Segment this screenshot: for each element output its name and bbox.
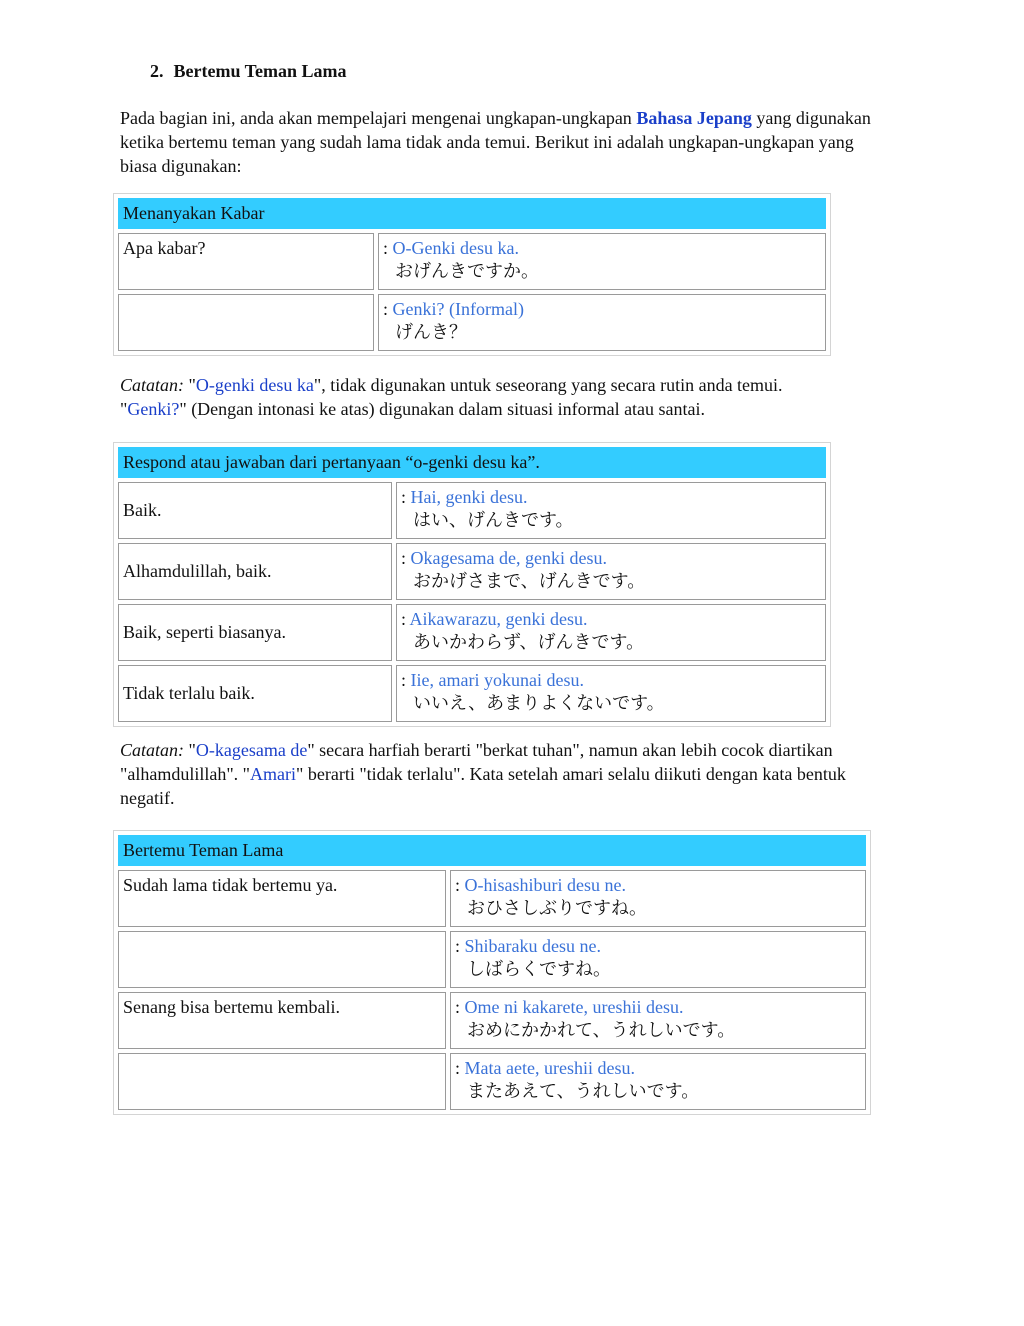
colon: : <box>401 609 410 629</box>
romaji-text: Ome ni kakarete, ureshii desu. <box>464 997 684 1017</box>
table-row <box>118 870 866 927</box>
indonesian-cell: Sudah lama tidak bertemu ya. <box>118 870 446 927</box>
japanese-cell <box>450 1053 866 1110</box>
colon: : <box>401 487 411 507</box>
colon: : <box>455 936 465 956</box>
japanese-cell <box>396 665 826 722</box>
kana-text: おひさしぶりですね。 <box>467 898 647 919</box>
table-row <box>118 931 866 988</box>
japanese-cell <box>378 294 826 351</box>
table-row <box>118 233 826 290</box>
colon: : <box>401 670 411 690</box>
table-respond <box>113 442 831 727</box>
intro-paragraph <box>120 106 880 178</box>
romaji-text: O-hisashiburi desu ne. <box>464 875 626 895</box>
kana-text: おめにかかれて、うれしいです。 <box>467 1020 736 1041</box>
table-header: Respond atau jawaban dari pertanyaan “o-genki desu ka”. <box>118 447 826 478</box>
bahasa-jepang-link[interactable]: Bahasa Jepang <box>636 108 752 128</box>
colon: : <box>455 997 465 1017</box>
romaji-text: Shibaraku desu ne. <box>464 936 601 956</box>
kana-text: しばらくですね。 <box>467 959 611 980</box>
table-row <box>118 992 866 1049</box>
term-o-kagesama: O-kagesama de <box>195 740 308 760</box>
indonesian-cell <box>118 931 446 988</box>
romaji-text: Hai, genki desu. <box>410 487 528 507</box>
quote: " <box>184 740 196 760</box>
note-text: " (Dengan intonasi ke atas) digunakan dalam situasi informal atau santai. <box>179 399 706 419</box>
term-genki: Genki? <box>127 399 180 419</box>
colon: : <box>401 548 411 568</box>
quote: " <box>184 375 196 395</box>
colon: : <box>455 875 465 895</box>
romaji-text: Okagesama de, genki desu. <box>410 548 607 568</box>
note-label: Catatan: <box>120 740 185 760</box>
kana-text: いいえ、あまりよくないです。 <box>413 693 665 714</box>
note-paragraph-2 <box>120 738 880 810</box>
kana-text: げんき？ <box>395 322 467 343</box>
kana-text: あいかわらず、げんきです。 <box>413 632 645 653</box>
indonesian-cell <box>118 294 374 351</box>
table-menanyakan-kabar <box>113 193 831 356</box>
romaji-text: Mata aete, ureshii desu. <box>464 1058 635 1078</box>
japanese-cell <box>450 992 866 1049</box>
japanese-cell <box>396 482 826 539</box>
indonesian-cell: Apa kabar? <box>118 233 374 290</box>
table-row <box>118 543 826 600</box>
japanese-cell <box>450 931 866 988</box>
section-number: 2. <box>150 61 164 81</box>
note-text: ", tidak digunakan untuk seseorang yang secara rutin anda temui. <box>313 375 783 395</box>
kana-text: おかげさまで、げんきです。 <box>413 571 646 592</box>
term-amari: Amari <box>250 764 297 784</box>
colon: : <box>383 299 393 319</box>
indonesian-cell: Baik, seperti biasanya. <box>118 604 392 661</box>
indonesian-cell <box>118 1053 446 1110</box>
table-row <box>118 1053 866 1110</box>
note-label: Catatan: <box>120 375 185 395</box>
japanese-cell <box>396 543 826 600</box>
note-paragraph-1 <box>120 373 880 421</box>
table-header: Bertemu Teman Lama <box>118 835 866 866</box>
table-bertemu-teman-lama <box>113 830 871 1115</box>
intro-text-2: yang digunakan ketika bertemu teman yang sudah lama tidak anda temui. Berikut ini adalah ungkapan-ungkapan yang biasa digunakan: <box>120 108 871 176</box>
romaji-text: Aikawarazu, genki desu. <box>409 609 588 629</box>
indonesian-cell: Baik. <box>118 482 392 539</box>
japanese-cell <box>396 604 826 661</box>
note-text: " berarti "tidak terlalu". Kata setelah amari selalu diikuti dengan kata bentuk negatif. <box>120 764 846 808</box>
term-o-genki: O-genki desu ka <box>195 375 314 395</box>
kana-text: はい、げんきです。 <box>413 510 574 531</box>
kana-text: おげんきですか。 <box>395 261 539 282</box>
table-row <box>118 482 826 539</box>
quote: " <box>120 399 128 419</box>
indonesian-cell: Senang bisa bertemu kembali. <box>118 992 446 1049</box>
colon: : <box>455 1058 465 1078</box>
japanese-cell <box>450 870 866 927</box>
japanese-cell <box>378 233 826 290</box>
table-row <box>118 604 826 661</box>
section-title: Bertemu Teman Lama <box>173 61 347 81</box>
romaji-text: Iie, amari yokunai desu. <box>410 670 584 690</box>
table-header: Menanyakan Kabar <box>118 198 826 229</box>
colon: : <box>383 238 393 258</box>
romaji-text: O-Genki desu ka. <box>392 238 519 258</box>
note-text: " secara harfiah berarti "berkat tuhan", namun akan lebih cocok diartikan "alhamdulillah". " <box>120 740 833 784</box>
romaji-text: Genki? (Informal) <box>392 299 524 319</box>
table-row <box>118 665 826 722</box>
intro-text-1: Pada bagian ini, anda akan mempelajari mengenai ungkapan-ungkapan <box>120 108 637 128</box>
kana-text: またあえて、うれしいです。 <box>467 1081 700 1102</box>
indonesian-cell: Alhamdulillah, baik. <box>118 543 392 600</box>
table-row <box>118 294 826 351</box>
section-heading <box>150 61 347 82</box>
indonesian-cell: Tidak terlalu baik. <box>118 665 392 722</box>
